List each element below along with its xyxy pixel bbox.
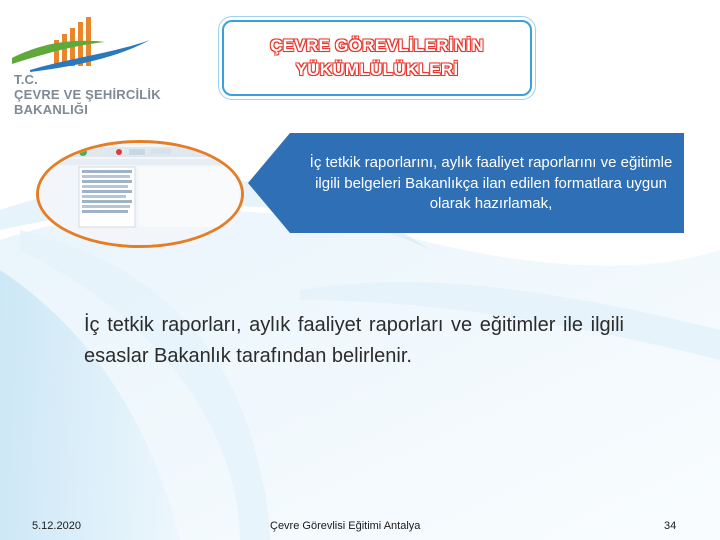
title-box <box>222 20 532 96</box>
page-number: 34 <box>664 520 677 532</box>
footer-title: Çevre Görevlisi Eğitimi Antalya <box>270 520 421 532</box>
body-paragraph: İç tetkik raporları, aylık faaliyet raporları ve eğitimler ile ilgili esaslar Bakanlık tarafından belirlenir. <box>84 314 624 367</box>
report-screenshot-thumbnail <box>36 140 244 248</box>
footer-date: 5.12.2020 <box>32 520 81 532</box>
report-screenshot-image <box>39 143 244 248</box>
logo-line-2: ÇEVRE VE ŞEHİRCİLİK <box>14 87 161 102</box>
ministry-logo-icon <box>10 14 160 74</box>
callout-text: İç tetkik raporlarını, aylık faaliyet raporlarını ve eğitimle ilgili belgeleri Bakanlıkça ilan edilen formatlara uygun olarak hazırlamak, <box>309 154 673 213</box>
title-line-1: ÇEVRE GÖREVLİLERİNİN <box>270 36 484 55</box>
logo-line-1: T.C. <box>14 72 38 87</box>
ministry-logo <box>10 14 160 119</box>
ministry-logo-text <box>14 72 161 117</box>
callout-box <box>248 133 684 233</box>
logo-line-3: BAKANLIĞI <box>14 102 89 117</box>
title-line-2: YÜKÜMLÜLÜKLERİ <box>295 60 459 79</box>
